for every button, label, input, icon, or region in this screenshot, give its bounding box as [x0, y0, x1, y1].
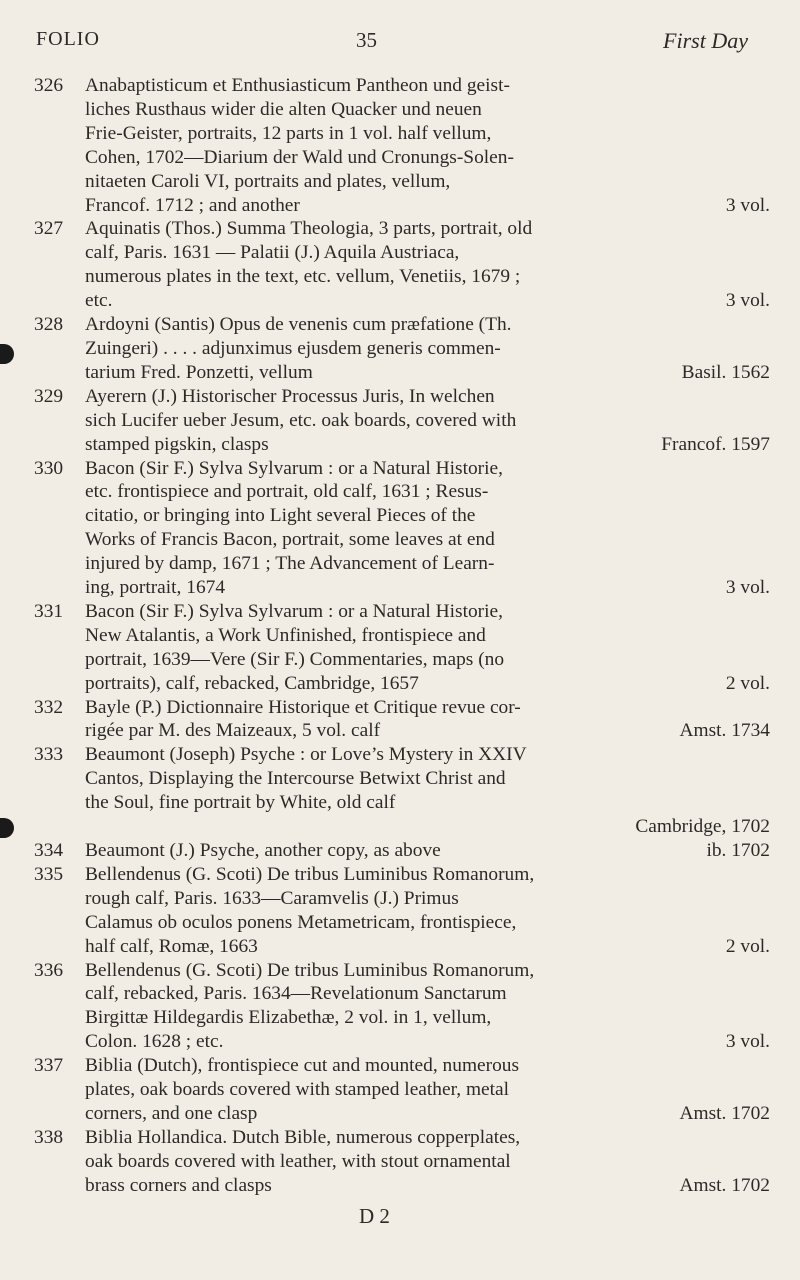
catalogue-entries [34, 74, 770, 1198]
entry-line [85, 289, 770, 313]
entry-line: Cohen, 1702—Diarium der Wald und Cronungs-Solen- [85, 146, 514, 168]
catalogue-entry [34, 385, 770, 457]
entry-text: brass corners and clasps [85, 1174, 272, 1196]
entry-line: Cantos, Displaying the Intercourse Betwixt Christ and [85, 768, 506, 790]
entry-line [85, 1102, 770, 1126]
entry-line: liches Rusthaus wider die alten Quacker und neuen [85, 98, 482, 120]
entry-line: Bellendenus (G. Scoti) De tribus Luminibus Romanorum, [85, 959, 535, 981]
entry-line: sich Lucifer ueber Jesum, etc. oak boards, covered with [85, 409, 517, 431]
entry-text: half calf, Romæ, 1663 [85, 935, 258, 957]
margin-mark-bottom [0, 818, 14, 838]
lot-number: 328 [34, 314, 64, 336]
entry-line: Beaumont (Joseph) Psyche : or Love’s Mystery in XXIV [85, 744, 527, 766]
entry-line: etc. frontispiece and portrait, old calf, 1631 ; Resus- [85, 481, 489, 503]
lot-number: 337 [34, 1055, 64, 1077]
day-label: First Day [663, 28, 748, 53]
entry-line: Biblia (Dutch), frontispiece cut and mounted, numerous [85, 1055, 520, 1077]
catalogue-entry [34, 1054, 770, 1126]
entry-line [85, 576, 770, 600]
entry-line: oak boards covered with leather, with stout ornamental [85, 1150, 511, 1172]
catalogue-entry [34, 74, 770, 217]
entry-imprint: 3 vol. [725, 1031, 770, 1053]
entry-text: stamped pigskin, clasps [85, 433, 269, 455]
catalogue-entry [34, 457, 770, 600]
lot-number: 327 [34, 218, 64, 240]
entry-line [85, 1174, 770, 1198]
lot-number: 326 [34, 75, 64, 96]
entry-line: Ardoyni (Santis) Opus de venenis cum præfatione (Th. [85, 314, 512, 336]
entry-line: Bacon (Sir F.) Sylva Sylvarum : or a Natural Historie, [85, 600, 503, 622]
entry-text: portraits), calf, rebacked, Cambridge, 1657 [85, 672, 419, 694]
page-number: 35 [356, 28, 377, 52]
signature-mark: D 2 [359, 1204, 390, 1228]
entry-line: rough calf, Paris. 1633—Caramvelis (J.) Primus [85, 887, 459, 909]
lot-number: 332 [34, 696, 64, 718]
catalogue-entry [34, 1126, 770, 1198]
lot-number: 333 [34, 744, 64, 766]
entry-imprint: 3 vol. [725, 194, 770, 216]
entry-line: Works of Francis Bacon, portrait, some leaves at end [85, 529, 495, 551]
entry-line: Birgittæ Hildegardis Elizabethæ, 2 vol. in 1, vellum, [85, 1007, 492, 1029]
entry-line: Frie-Geister, portraits, 12 parts in 1 vol. half vellum, [85, 122, 492, 144]
entry-imprint: 3 vol. [725, 290, 770, 312]
entry-line [85, 719, 770, 743]
entry-line [85, 672, 770, 696]
lot-number: 335 [34, 863, 64, 885]
entry-text: ing, portrait, 1674 [85, 577, 226, 599]
entry-imprint: Francof. 1597 [661, 433, 770, 455]
entry-line: Aquinatis (Thos.) Summa Theologia, 3 parts, portrait, old [85, 218, 533, 240]
entry-line: numerous plates in the text, etc. vellum, Venetiis, 1679 ; [85, 266, 521, 288]
entry-text: Francof. 1712 ; and another [85, 194, 300, 216]
entry-line: calf, Paris. 1631 — Palatii (J.) Aquila Austriaca, [85, 242, 460, 264]
entry-text: etc. [85, 290, 113, 312]
entry-line: Bellendenus (G. Scoti) De tribus Luminibus Romanorum, [85, 863, 535, 885]
entry-line: Biblia Hollandica. Dutch Bible, numerous copperplates, [85, 1126, 521, 1148]
catalogue-entry [34, 600, 770, 696]
entry-line: Bayle (P.) Dictionnaire Historique et Critique revue cor- [85, 696, 521, 718]
entry-line: Calamus ob oculos ponens Metametricam, frontispiece, [85, 911, 517, 933]
entry-imprint: ib. 1702 [706, 840, 770, 861]
entry-line: citatio, or bringing into Light several Pieces of the [85, 505, 476, 527]
entry-line: Bacon (Sir F.) Sylva Sylvarum : or a Natural Historie, [85, 457, 503, 479]
catalogue-entry [34, 839, 770, 863]
lot-number: 336 [34, 959, 64, 981]
entry-imprint: 2 vol. [725, 935, 770, 957]
lot-number: 330 [34, 457, 64, 479]
catalogue-entry [34, 863, 770, 959]
folio-label: FOLIO [36, 28, 100, 50]
lot-number: 329 [34, 385, 64, 407]
entry-line: Zuingeri) . . . . adjunximus ejusdem generis commen- [85, 337, 501, 359]
entry-imprint: 2 vol. [725, 672, 770, 694]
entry-text: Colon. 1628 ; etc. [85, 1031, 224, 1053]
entry-line: plates, oak boards covered with stamped leather, metal [85, 1079, 510, 1101]
entry-line: the Soul, fine portrait by White, old calf [85, 792, 396, 814]
entry-line: Anabaptisticum et Enthusiasticum Pantheon und geist- [85, 75, 510, 96]
margin-mark-top [0, 344, 14, 364]
catalogue-entry [34, 743, 770, 839]
entry-imprint: Amst. 1702 [679, 1102, 770, 1124]
entry-line: nitaeten Caroli VI, portraits and plates, vellum, [85, 170, 451, 192]
entry-line [85, 1030, 770, 1054]
entry-line [85, 935, 770, 959]
lot-number: 331 [34, 600, 64, 622]
catalogue-entry [34, 696, 770, 744]
entry-line: New Atalantis, a Work Unfinished, frontispiece and [85, 624, 486, 646]
lot-number: 334 [34, 840, 64, 861]
entry-imprint: Amst. 1702 [679, 1174, 770, 1196]
catalogue-entry [34, 217, 770, 313]
entry-text: corners, and one clasp [85, 1102, 258, 1124]
catalogue-entry [34, 313, 770, 385]
entry-text: Beaumont (J.) Psyche, another copy, as above [85, 840, 441, 861]
entry-line [85, 361, 770, 385]
entry-line [85, 815, 770, 839]
entry-line: calf, rebacked, Paris. 1634—Revelationum Sanctarum [85, 983, 507, 1005]
entry-imprint: Amst. 1734 [679, 720, 770, 742]
entry-line [85, 194, 770, 218]
entry-imprint: 3 vol. [725, 577, 770, 599]
entry-line: injured by damp, 1671 ; The Advancement of Learn- [85, 553, 495, 575]
page-header [36, 28, 748, 58]
entry-text: tarium Fred. Ponzetti, vellum [85, 361, 313, 383]
entry-line: portrait, 1639—Vere (Sir F.) Commentaries, maps (no [85, 648, 505, 670]
entry-imprint: Basil. 1562 [681, 361, 770, 383]
catalogue-entry [34, 959, 770, 1055]
entry-line [85, 839, 770, 863]
entry-imprint: Cambridge, 1702 [635, 816, 770, 838]
entry-line: Ayerern (J.) Historischer Processus Juris, In welchen [85, 385, 495, 407]
lot-number: 338 [34, 1126, 64, 1148]
entry-line [85, 433, 770, 457]
entry-text: rigée par M. des Maizeaux, 5 vol. calf [85, 720, 381, 742]
